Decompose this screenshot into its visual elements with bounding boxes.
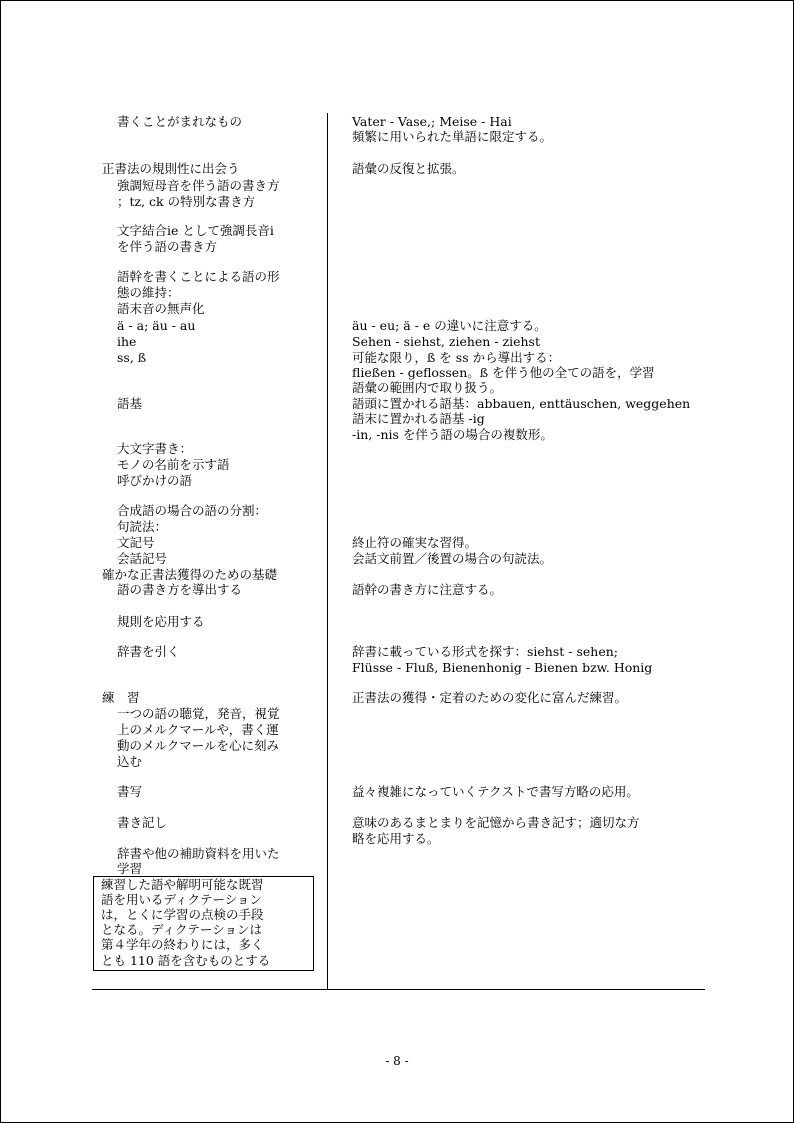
note-line: は，とくに学習の点検の手段 [101,907,264,922]
left-item-text: 語幹を書くことによる語の形 [117,269,280,284]
right-item-text: 語頭に置かれる語基：abbauen, enttäuschen, weggehen [352,396,691,411]
right-item-text: 益々複雑になっていくテクストで書写方略の応用。 [352,784,639,799]
note-line: とも 110 語を含むものとする [101,953,271,968]
left-item-text: 文記号 [117,535,155,550]
column-divider [327,113,328,989]
left-heading: 正書法の規則性に出会う [102,161,240,176]
left-item-text: 書き記し [117,815,168,830]
right-item-text: 終止符の確実な習得。 [352,535,478,550]
right-item-text: Flüsse - Fluß, Bienenhonig - Bienen bzw. Honig [352,660,653,675]
left-item-text: ss, ß [117,350,147,365]
left-item-text: 強調短母音を伴う語の書き方 [117,178,280,193]
right-item-text: 可能な限り，ß を ss から導出する： [352,350,561,365]
left-item-text: 呼びかけの語 [117,473,193,488]
right-item-text: 語末に置かれる語基 -ig [352,411,485,426]
page-number: - 8 - [385,1054,409,1068]
left-item-text: 語の書き方を導出する [117,582,243,597]
left-item-text: 動のメルクマールを心に刻み [117,738,280,753]
right-item-text: 意味のあるまとまりを記憶から書き記す；適切な方 [352,815,640,830]
left-item-text: 書くことがまれなもの [117,114,243,129]
right-item-text: äu - eu; ä - e の違いに注意する。 [352,318,547,333]
note-line: となる。ディクテーションは [101,922,263,937]
left-item-text: 文字結合ie として強調長音i [117,223,274,238]
right-item-text: 語幹の書き方に注意する。 [352,582,503,597]
right-item-text: 正書法の獲得・定着のための変化に富んだ練習。 [352,690,628,705]
left-item-text: 一つの語の聴覚，発音，視覚 [117,706,280,721]
right-item-text: 頻繁に用いられた単語に限定する。 [352,129,553,144]
right-item-text: fließen - geflossen。ß を伴う他の全ての語を，学習 [352,365,655,380]
bottom-rule [92,989,705,990]
note-line: 第４学年の終わりには，多く [101,937,264,952]
left-item-text: 込む [117,754,143,769]
left-item-text: 辞書や他の補助資料を用いた [117,846,280,861]
note-line: 練習した語や解明可能な既習 [101,877,264,892]
left-item-text: 態の維持： [117,285,180,300]
left-heading: 練 習 [102,690,140,705]
right-item-text: -in, -nis を伴う語の場合の複数形。 [352,427,553,442]
note-line: 語を用いるディクテーション [101,892,263,907]
left-item-text: ä - a; äu - au [117,318,196,333]
left-item-text: 語末音の無声化 [117,301,205,316]
left-heading: 確かな正書法獲得のための基礎 [102,567,278,582]
right-item-text: 語彙の範囲内で取り扱う。 [352,380,503,395]
left-item-text: 語基 [117,396,143,411]
left-item-text: 会話記号 [117,551,168,566]
left-item-text: 規則を応用する [117,614,205,629]
left-item-text: 句読法： [117,519,168,534]
right-item-text: 会話文前置／後置の場合の句読法。 [352,551,553,566]
left-item-text: 大文字書き： [117,441,193,456]
left-item-text: 学習 [117,861,143,876]
left-item-text: ihe [117,334,137,349]
left-item-text: を伴う語の書き方 [117,239,218,254]
left-item-text: 書写 [117,784,143,799]
right-item-text: 語彙の反復と拡張。 [352,161,465,176]
right-item-text: 略を応用する。 [352,831,440,846]
right-item-text: 辞書に載っている形式を探す：siehst - sehen; [352,644,618,659]
right-item-text: Vater - Vase,; Meise - Hai [352,114,512,129]
left-item-text: 合成語の場合の語の分割： [117,503,268,518]
left-item-text: ；tz, ck の特別な書き方 [117,194,256,209]
left-item-text: 辞書を引く [117,644,180,659]
right-item-text: Sehen - siehst, ziehen - ziehst [352,334,540,349]
left-item-text: モノの名前を示す語 [117,457,230,472]
left-item-text: 上のメルクマールや，書く運 [117,722,279,737]
